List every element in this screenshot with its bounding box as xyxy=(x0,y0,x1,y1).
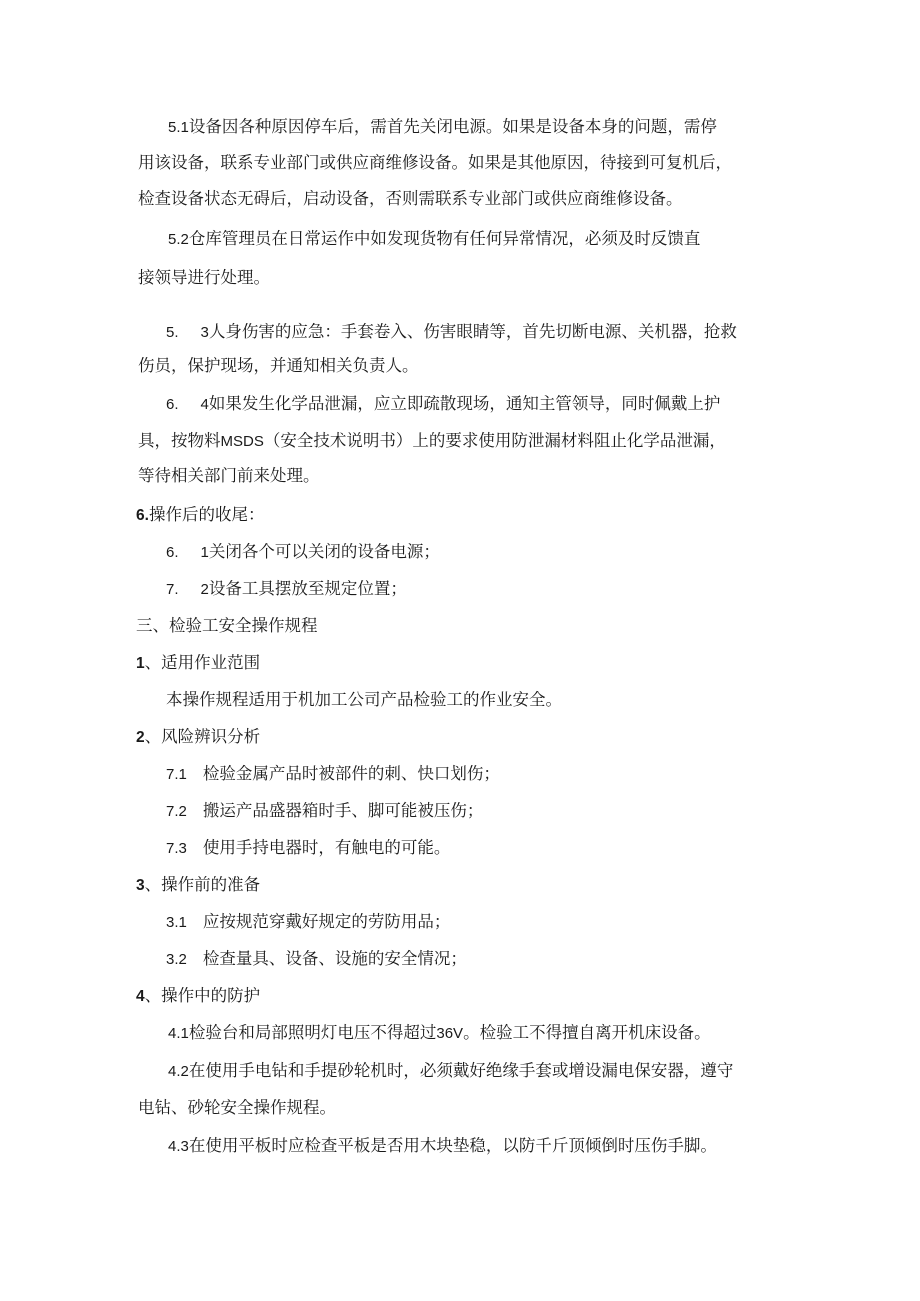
line-text: 伤员，保护现场，并通知相关负责人。 xyxy=(138,356,419,375)
voltage-value: 36V xyxy=(436,1025,464,1042)
msds-label: MSDS xyxy=(220,433,264,450)
line-text: 检查量具、设备、设施的安全情况； xyxy=(202,949,467,968)
line-text: 使用手持电器时，有触电的可能。 xyxy=(202,838,451,857)
line-text: 本操作规程适用于机加工公司产品检验工的作业安全。 xyxy=(166,690,562,709)
item-6-1 xyxy=(166,541,440,564)
line-text: 应按规范穿戴好规定的劳防用品； xyxy=(202,912,451,931)
item-subnumber: 4 xyxy=(200,396,209,413)
line-text: 关闭各个可以关闭的设备电源； xyxy=(208,542,440,561)
scope-text xyxy=(166,689,562,711)
section-1-heading xyxy=(136,652,260,675)
section-2-heading xyxy=(136,726,260,749)
item-7-3 xyxy=(166,837,450,860)
item-subnumber: 3 xyxy=(200,324,209,341)
line-text: 具，按物料 xyxy=(138,431,221,450)
section-title: 操作后的收尾： xyxy=(148,505,265,524)
line-text: 在使用手电钻和手提砂轮机时，必须戴好绝缘手套或增设漏电保安器，遵守 xyxy=(188,1061,734,1080)
line-text: 设备工具摆放至规定位置； xyxy=(208,579,407,598)
para-4-1 xyxy=(168,1022,711,1045)
para-5-2-line-2 xyxy=(138,267,270,289)
item-3-2 xyxy=(166,948,467,971)
para-4-2-line-2 xyxy=(138,1097,336,1119)
section-3-heading xyxy=(136,874,260,897)
chapter-heading xyxy=(136,615,318,637)
line-text: 检查设备状态无碍后，启动设备，否则需联系专业部门或供应商维修设备。 xyxy=(138,189,683,208)
line-text: 设备因各种原因停车后，需首先关闭电源。如果是设备本身的问题，需停 xyxy=(188,117,717,136)
para-5-3-line-1 xyxy=(166,321,737,344)
line-text: 搬运产品盛器箱时手、脚可能被压伤； xyxy=(202,801,484,820)
item-number: 4.3 xyxy=(168,1138,189,1155)
item-number: 4.2 xyxy=(168,1063,189,1080)
para-5-2-line-1 xyxy=(168,228,700,251)
line-text: 检验台和局部照明灯电压不得超过 xyxy=(188,1023,437,1042)
section-title: 、适用作业范围 xyxy=(144,653,261,672)
chapter-title: 三、检验工安全操作规程 xyxy=(136,616,318,635)
section-title: 、操作前的准备 xyxy=(144,875,261,894)
line-text: 仓库管理员在日常运作中如发现货物有任何异常情况，必须及时反馈直 xyxy=(188,229,701,248)
item-number: 7. xyxy=(166,581,179,598)
item-number: 3.1 xyxy=(166,914,187,931)
section-number: 2 xyxy=(136,729,145,746)
line-text: 接领导进行处理。 xyxy=(138,268,270,287)
section-title: 、操作中的防护 xyxy=(144,986,261,1005)
para-5-1-line-2 xyxy=(138,152,732,174)
item-subnumber: 1 xyxy=(200,544,209,561)
item-number: 5. xyxy=(166,324,179,341)
line-text: 电钻、砂轮安全操作规程。 xyxy=(138,1098,336,1117)
item-number: 6. xyxy=(166,396,179,413)
item-number: 5.2 xyxy=(168,231,189,248)
para-4-2-line-1 xyxy=(168,1060,733,1083)
item-number: 3.2 xyxy=(166,951,187,968)
para-5-1-line-3 xyxy=(138,188,683,210)
para-4-3 xyxy=(168,1135,717,1158)
item-number: 5.1 xyxy=(168,119,189,136)
section-number: 3 xyxy=(136,877,145,894)
line-text: 等待相关部门前来处理。 xyxy=(138,466,320,485)
section-number: 6. xyxy=(136,507,149,524)
item-number: 7.3 xyxy=(166,840,187,857)
line-text: （安全技术说明书）上的要求使用防泄漏材料阻止化学品泄漏， xyxy=(263,431,726,450)
line-text: 在使用平板时应检查平板是否用木块垫稳，以防千斤顶倾倒时压伤手脚。 xyxy=(188,1136,717,1155)
section-title: 、风险辨识分析 xyxy=(144,727,261,746)
para-6-4-line-3 xyxy=(138,465,320,487)
para-6-4-line-1 xyxy=(166,393,720,416)
line-text: 如果发生化学品泄漏，应立即疏散现场，通知主管领导，同时佩戴上护 xyxy=(208,394,721,413)
section-6-heading xyxy=(136,504,264,527)
item-number: 7.2 xyxy=(166,803,187,820)
item-7-2 xyxy=(166,578,407,601)
section-number: 1 xyxy=(136,655,145,672)
para-6-4-line-2 xyxy=(138,430,726,453)
para-5-1-line-1 xyxy=(168,116,717,139)
item-number: 4.1 xyxy=(168,1025,189,1042)
item-subnumber: 2 xyxy=(200,581,209,598)
line-text: 检验金属产品时被部件的刺、快口划伤； xyxy=(202,764,500,783)
section-4-heading xyxy=(136,985,260,1008)
item-7-1 xyxy=(166,763,500,786)
section-number: 4 xyxy=(136,988,145,1005)
item-7-2b xyxy=(166,800,483,823)
item-number: 7.1 xyxy=(166,766,187,783)
line-text: 人身伤害的应急：手套卷入、伤害眼睛等，首先切断电源、关机器，抢救 xyxy=(208,322,737,341)
line-text: 。检验工不得擅自离开机床设备。 xyxy=(463,1023,711,1042)
item-number: 6. xyxy=(166,544,179,561)
line-text: 用该设备，联系专业部门或供应商维修设备。如果是其他原因，待接到可复机后， xyxy=(138,153,732,172)
item-3-1 xyxy=(166,911,450,934)
para-5-3-line-2 xyxy=(138,355,419,377)
